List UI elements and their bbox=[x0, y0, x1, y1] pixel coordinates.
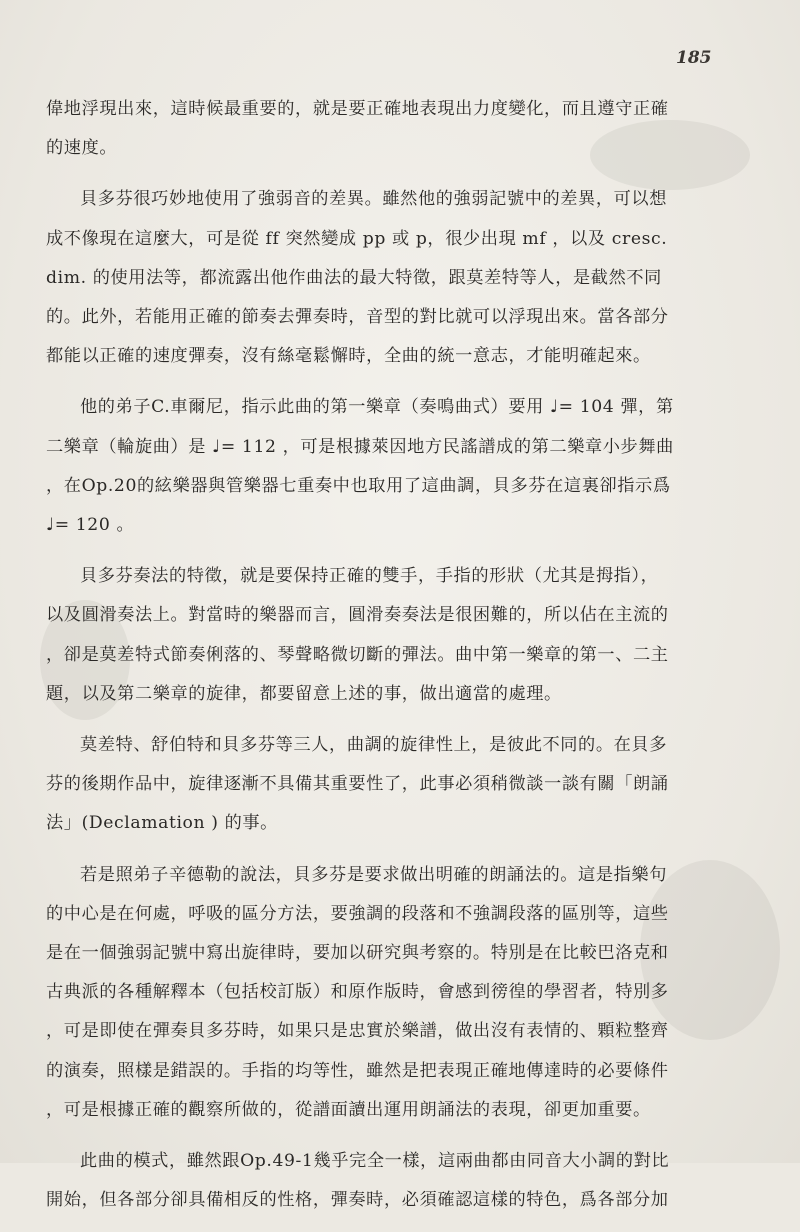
text-line: 若是照弟子辛德勒的說法，貝多芬是要求做出明確的朗誦法的。這是指樂句 bbox=[80, 864, 667, 885]
text-line: 古典派的各種解釋本（包括校訂版）和原作版時，會感到徬徨的學習者，特別多 bbox=[46, 982, 669, 1003]
text-line: ，可是即使在彈奏貝多芬時，如果只是忠實於樂譜，做出沒有表情的、顆粒整齊 bbox=[46, 1021, 669, 1042]
text-line: 法」(Declamation ) 的事。 bbox=[46, 813, 278, 834]
text-line: 都能以正確的速度彈奏，沒有絲毫鬆懈時，全曲的統一意志，才能明確起來。 bbox=[46, 346, 651, 367]
text-line: ，在Op.20的絃樂器與管樂器七重奏中也取用了這曲調，貝多芬在這裏卻指示爲 bbox=[46, 475, 671, 496]
text-line: 貝多芬奏法的特徵，就是要保持正確的雙手，手指的形狀（尤其是拇指）， bbox=[80, 566, 659, 587]
text-line: 莫差特、舒伯特和貝多芬等三人，曲調的旋律性上，是彼此不同的。在貝多 bbox=[80, 735, 667, 756]
paragraph bbox=[46, 180, 718, 376]
text-line: 的中心是在何處，呼吸的區分方法，要強調的段落和不強調段落的區別等，這些 bbox=[46, 903, 669, 924]
text-line: 成不像現在這麼大，可是從 ff 突然變成 pp 或 p，很少出現 mf ，以及 cresc. bbox=[46, 228, 668, 249]
paragraph bbox=[46, 726, 718, 844]
paragraph bbox=[46, 388, 718, 545]
text-line: dim. 的使用法等，都流露出他作曲法的最大特徵，跟莫差特等人，是截然不同 bbox=[46, 267, 662, 288]
text-line: ，卻是莫差特式節奏俐落的、琴聲略微切斷的彈法。曲中第一樂章的第一、二主 bbox=[46, 644, 669, 665]
text-line: 的演奏，照樣是錯誤的。手指的均等性，雖然是把表現正確地傳達時的必要條件 bbox=[46, 1060, 669, 1081]
text-line: 此曲的模式，雖然跟Op.49-1幾乎完全一樣，這兩曲都由同音大小調的對比 bbox=[80, 1151, 670, 1172]
text-line: 的。此外，若能用正確的節奏去彈奏時，音型的對比就可以浮現出來。當各部分 bbox=[46, 307, 669, 328]
paragraph bbox=[46, 1142, 718, 1220]
page-number: 185 bbox=[676, 48, 712, 68]
text-line: 偉地浮現出來，這時候最重要的，就是要正確地表現出力度變化，而且遵守正確 bbox=[46, 99, 669, 119]
text-line: 芬的後期作品中，旋律逐漸不具備其重要性了，此事必須稍微談一談有關「朗誦 bbox=[46, 774, 669, 795]
paragraph bbox=[46, 557, 718, 714]
paragraph bbox=[46, 90, 718, 168]
text-line: 以及圓滑奏法上。對當時的樂器而言，圓滑奏奏法是很困難的，所以佔在主流的 bbox=[46, 605, 669, 626]
text-line: 二樂章（輪旋曲）是 ♩= 112 ，可是根據萊因地方民謠譜成的第二樂章小步舞曲 bbox=[46, 436, 674, 457]
text-line: ♩= 120 。 bbox=[46, 515, 135, 536]
text-line: ，可是根據正確的觀察所做的，從譜面讀出運用朗誦法的表現，卻更加重要。 bbox=[46, 1099, 651, 1120]
text-line: 的速度。 bbox=[46, 138, 118, 159]
text-line: 他的弟子C.車爾尼，指示此曲的第一樂章（奏鳴曲式）要用 ♩= 104 彈，第 bbox=[80, 397, 674, 418]
text-line: 是在一個強弱記號中寫出旋律時，要加以研究與考察的。特別是在比較巴洛克和 bbox=[46, 943, 669, 964]
text-line: 貝多芬很巧妙地使用了強弱音的差異。雖然他的強弱記號中的差異，可以想 bbox=[80, 189, 667, 210]
paragraph bbox=[46, 856, 718, 1130]
text-line: 開始，但各部分卻具備相反的性格，彈奏時，必須確認這樣的特色，爲各部分加 bbox=[46, 1190, 669, 1211]
text-line: 題，以及第二樂章的旋律，都要留意上述的事，做出適當的處理。 bbox=[46, 683, 562, 704]
body-text bbox=[46, 90, 718, 1232]
